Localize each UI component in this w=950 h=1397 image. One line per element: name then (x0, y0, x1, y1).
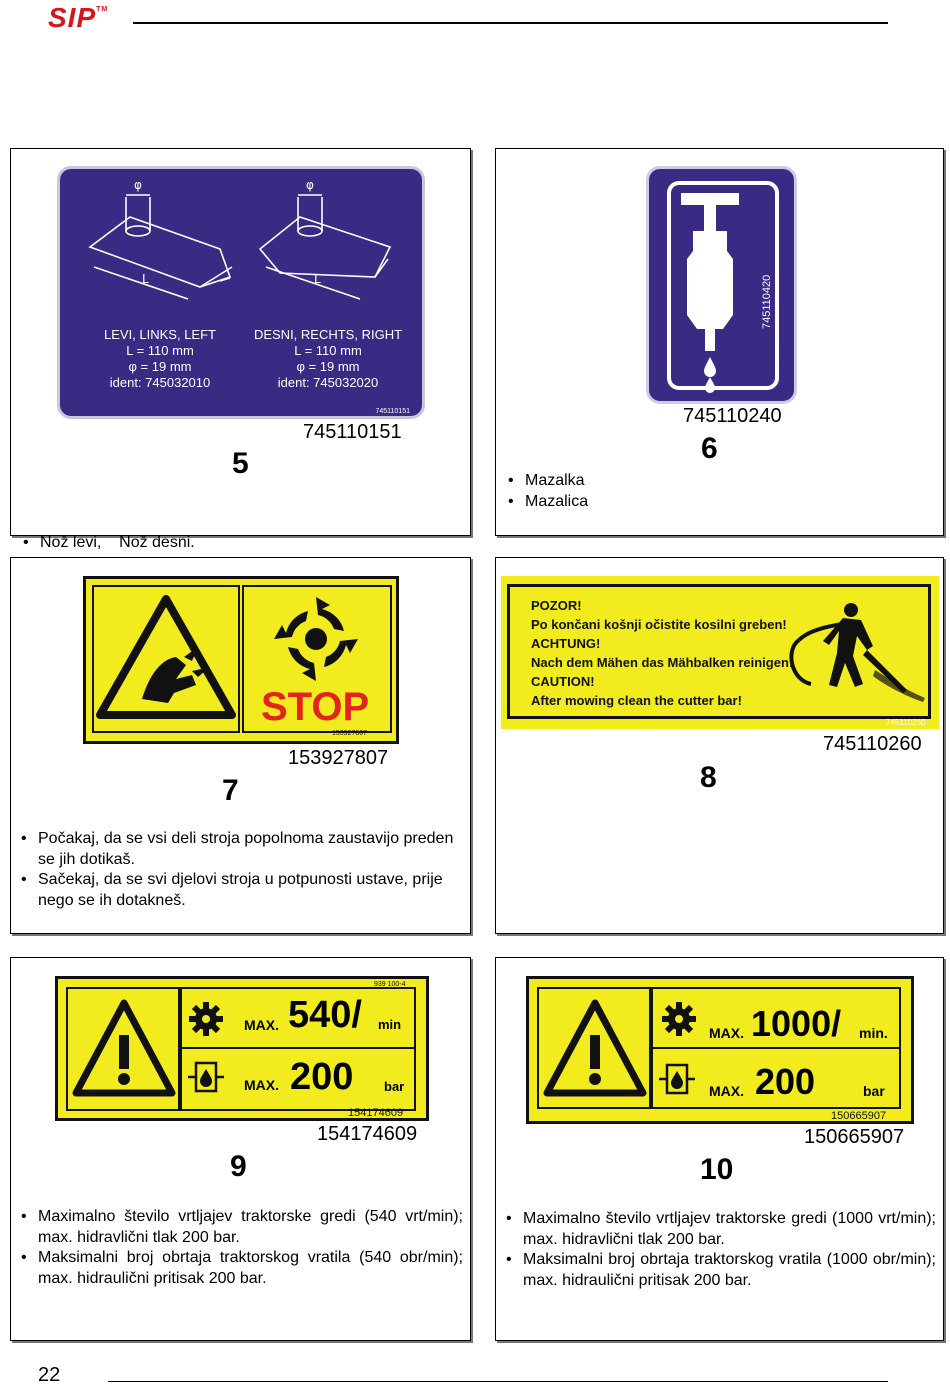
warning-exclamation-icon (72, 997, 176, 1101)
decal-code: 150665907 (804, 1126, 905, 1148)
sip-logo: SIP™ (48, 2, 109, 33)
decal-top-id: 939 100-4 (374, 981, 406, 988)
description-list (506, 471, 706, 512)
max-label: MAX. (244, 1077, 279, 1093)
svg-text:φ: φ (306, 178, 314, 192)
stop-decal (83, 576, 399, 744)
knife-decal (57, 166, 425, 419)
caution-text: POZOR! Po končani košnji očistite kosilni greben! ACHTUNG! Nach dem Mähen das Mähbalken reinigen! CAUTION! After mowing clean the cutter bar! (531, 598, 794, 708)
decal-code: 745110260 (823, 733, 922, 755)
decal-number: 10 (700, 1153, 734, 1186)
svg-text:φ: φ (134, 178, 142, 192)
panel-10 (495, 957, 944, 1341)
max-540-decal (55, 976, 429, 1121)
gear-icon (661, 1001, 697, 1037)
list-item: • Maksimalni broj obrtaja traktorskog vratila (540 obr/min); max. hidraulični pritisak 200 bar. (19, 1248, 463, 1289)
list-item: • Sačekaj, da se svi djelovi stroja u potpunosti ustave, prije nego se ih dotakneš. (19, 870, 463, 911)
rpm-value: 540/ (288, 994, 362, 1036)
description-list (19, 829, 463, 911)
header-rule (133, 22, 888, 24)
svg-text:L: L (314, 272, 321, 286)
decal-number: 8 (700, 761, 717, 794)
decal-small-id: 745110260 (886, 718, 926, 727)
list-item: • Mazalica (506, 492, 706, 513)
left-knife-specs: LEVI, LINKS, LEFT L = 110 mm φ = 19 mm ident: 745032010 (104, 327, 216, 390)
list-item: • Maksimalni broj obrtaja traktorskog vratila (1000 obr/min); max. hidraulični pritisak 200 bar. (504, 1250, 936, 1291)
decal-number: 5 (232, 447, 249, 480)
decal-code: 745110240 (683, 405, 782, 427)
page-number: 22 (38, 1364, 61, 1386)
warning-exclamation-icon (543, 997, 647, 1101)
knife-diagram-icon (70, 177, 414, 317)
panel-6 (495, 148, 944, 536)
list-item: • Mazalka (506, 471, 706, 492)
hydraulic-cylinder-icon (186, 1057, 226, 1097)
decal-code: 745110151 (303, 421, 402, 443)
decal-small-id: 153927807 (332, 730, 368, 737)
list-item: • Maximalno število vrtljajev traktorske gredi (540 vrt/min); max. hidravlični tlak 200 bar. (19, 1207, 463, 1248)
stop-label: STOP (261, 685, 370, 729)
grease-decal (646, 166, 797, 404)
gear-icon (188, 1001, 224, 1037)
max-label: MAX. (709, 1083, 744, 1099)
description-list (504, 1209, 936, 1291)
rotating-blades-icon (268, 591, 364, 687)
panel-5 (10, 148, 471, 551)
decal-small-id: 154174609 (348, 1107, 404, 1119)
max-1000-decal (526, 976, 914, 1124)
worker-washing-icon (779, 600, 929, 712)
decal-number: 9 (230, 1150, 247, 1183)
hydraulic-cylinder-icon (657, 1059, 697, 1099)
caution-decal (501, 576, 939, 729)
decal-number: 6 (701, 432, 718, 465)
right-knife-specs: DESNI, RECHTS, RIGHT L = 110 mm φ = 19 mm ident: 745032020 (253, 327, 403, 390)
list-item: • Nož levi, Nož desni. (21, 533, 321, 554)
description-list (19, 1207, 463, 1289)
rpm-value: 1000/ (751, 1003, 842, 1044)
decal-small-id: 745110151 (375, 408, 410, 415)
panel-9 (10, 957, 471, 1341)
pressure-value: 200 (755, 1061, 816, 1102)
list-item: • Počakaj, da se vsi deli stroja popolnoma zaustavijo preden se jih dotikaš. (19, 829, 463, 870)
svg-text:L: L (142, 272, 149, 286)
footer-rule (108, 1381, 888, 1382)
pressure-unit: bar (384, 1079, 405, 1094)
max-label: MAX. (244, 1017, 279, 1033)
max-label: MAX. (709, 1025, 744, 1041)
warning-triangle-icon (96, 595, 236, 721)
rpm-unit: min (378, 1017, 402, 1032)
list-item: • Maximalno število vrtljajev traktorske gredi (1000 vrt/min); max. hidravlični tlak 200 bar. (504, 1209, 936, 1250)
panel-8 (495, 557, 944, 934)
decal-number: 7 (222, 774, 239, 807)
decal-vertical-id: 745110420 (761, 274, 773, 329)
pressure-value: 200 (290, 1056, 354, 1098)
decal-code: 154174609 (317, 1123, 418, 1145)
rpm-unit: min. (859, 1025, 888, 1041)
pressure-unit: bar (863, 1083, 885, 1099)
panel-7 (10, 557, 471, 934)
decal-code: 153927807 (288, 747, 389, 769)
decal-small-id: 150665907 (831, 1110, 887, 1122)
